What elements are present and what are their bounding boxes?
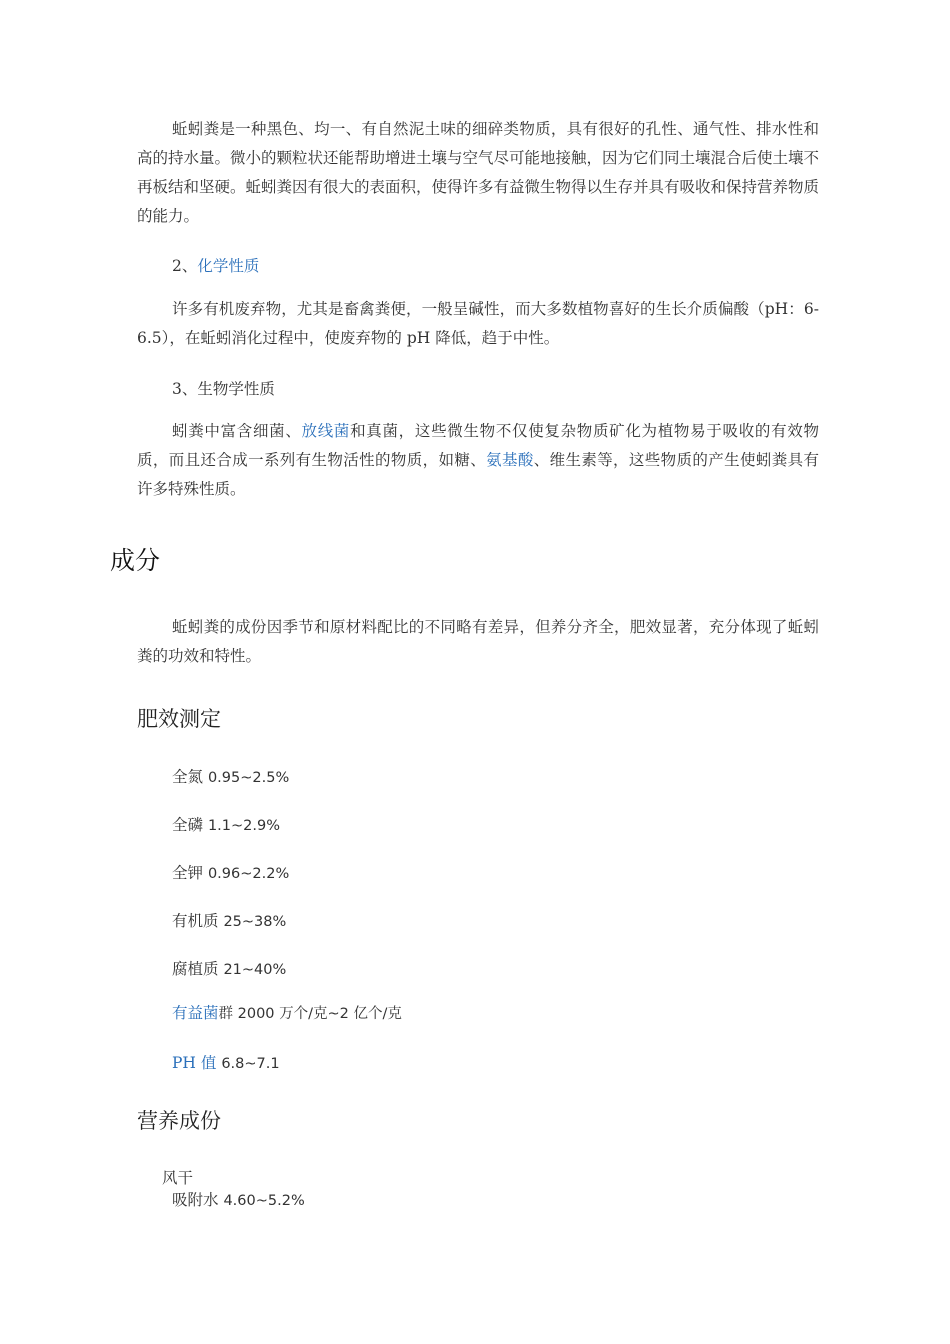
fertility-item (172, 957, 286, 979)
composition-title: 成分 (110, 546, 161, 575)
fertility-item (172, 909, 286, 931)
fertility-item (172, 861, 289, 883)
chemical-properties-paragraph: 许多有机废弃物，尤其是畜禽粪便，一般呈碱性，而大多数植物喜好的生长介质偏酸（pH：6-6.5），在蚯蚓消化过程中，使废弃物的 pH 降低，趋于中性。 (137, 300, 819, 347)
ph-item (172, 1051, 280, 1073)
bio-text-1: 蚓粪中富含细菌、 (172, 422, 302, 440)
item-label: 吸附水 (172, 1191, 219, 1209)
air-dried-label: 风干 (162, 1169, 194, 1187)
biological-properties-heading: 3、生物学性质 (172, 380, 275, 398)
ph-value: 6.8~7.1 (221, 1056, 280, 1072)
beneficial-bacteria-link[interactable]: 有益菌 (172, 1004, 219, 1022)
biological-properties-paragraph (137, 417, 819, 504)
item-label: 全钾 (172, 864, 204, 882)
nutrition-title: 营养成份 (137, 1109, 221, 1133)
bacteria-value: 群 2000 万个/克~2 亿个/克 (218, 1006, 402, 1022)
item-label: 腐植质 (172, 960, 219, 978)
item-label: 全磷 (172, 816, 204, 834)
item-value: 1.1~2.9% (207, 818, 280, 834)
composition-intro: 蚯蚓粪的成份因季节和原材料配比的不同略有差异，但养分齐全，肥效显著，充分体现了蚯蚓粪的功效和特性。 (137, 618, 819, 665)
item-value: 0.96~2.2% (207, 866, 290, 882)
ph-link[interactable]: PH 值 (172, 1054, 217, 1072)
bio-text-3: 、维生素等，这些物质的产生使蚓粪具有许多特殊性质。 (137, 451, 819, 498)
chemical-properties-link[interactable]: 化学性质 (197, 257, 260, 275)
item-value: 0.95~2.5% (207, 770, 290, 786)
item-value: 21~40% (223, 962, 287, 978)
beneficial-bacteria-item (172, 1001, 402, 1023)
bio-text-2: 和真菌，这些微生物不仅使复杂物质矿化为植物易于吸收的有效物质，而且还合成一系列有生物活性的物质，如糖、 (137, 422, 819, 469)
fertility-item (172, 813, 280, 835)
heading-number: 2、 (172, 257, 198, 275)
actinomycetes-link[interactable]: 放线菌 (301, 422, 351, 440)
fertility-item (172, 765, 289, 787)
amino-acid-link[interactable]: 氨基酸 (486, 451, 534, 469)
nutrition-item (172, 1188, 305, 1210)
item-value: 25~38% (223, 914, 287, 930)
physical-properties-paragraph: 蚯蚓粪是一种黑色、均一、有自然泥土味的细碎类物质，具有很好的孔性、通气性、排水性和高的持水量。微小的颗粒状还能帮助增进土壤与空气尽可能地接触，因为它们同土壤混合后使土壤不再板结和坚硬。蚯蚓粪因有很大的表面积，使得许多有益微生物得以生存并具有吸收和保持营养物质的能力。 (137, 120, 820, 225)
item-label: 全氮 (172, 768, 204, 786)
item-label: 有机质 (172, 912, 219, 930)
fertility-title: 肥效测定 (137, 707, 221, 731)
item-value: 4.60~5.2% (223, 1193, 305, 1209)
chemical-properties-heading (172, 254, 259, 276)
